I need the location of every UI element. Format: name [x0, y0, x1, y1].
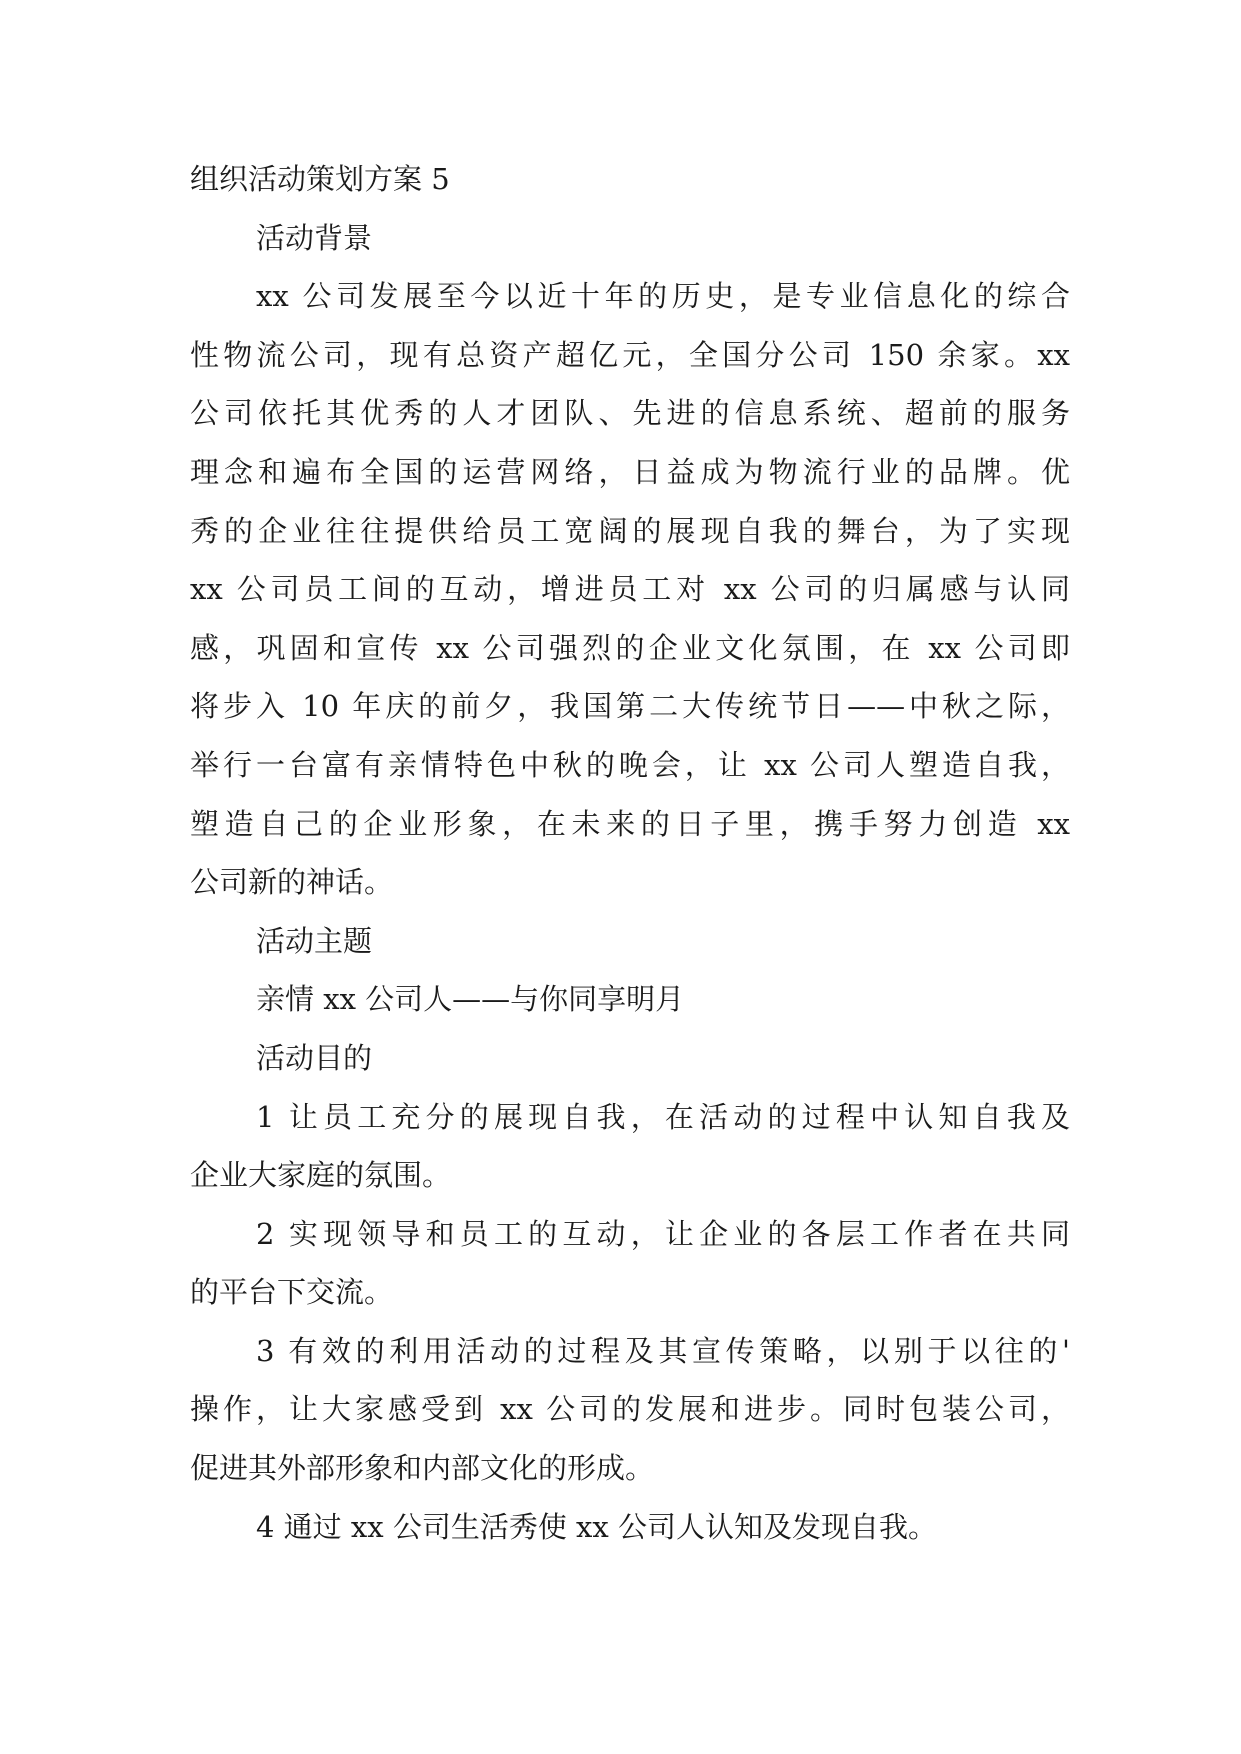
- text-line: 2 实现领导和员工的互动，让企业的各层工作者在共同: [256, 1216, 1070, 1251]
- document-page: [190, 150, 1070, 1556]
- text-line: 感，巩固和宣传 xx 公司强烈的企业文化氛围，在 xx 公司即: [190, 630, 1070, 665]
- purpose-item-4: 4 通过 xx 公司生活秀使 xx 公司人认知及发现自我。: [256, 1509, 937, 1544]
- text-line: 秀的企业往往提供给员工宽阔的展现自我的舞台，为了实现: [190, 513, 1070, 548]
- text-line: 3 有效的利用活动的过程及其宣传策略，以别于以往的': [256, 1333, 1070, 1368]
- purpose-item-2: [190, 1205, 1070, 1322]
- section-heading-background: 活动背景: [256, 220, 373, 255]
- text-line: xx 公司发展至今以近十年的历史，是专业信息化的综合: [256, 279, 1070, 314]
- section-heading-purpose: 活动目的: [256, 1040, 373, 1075]
- purpose-item-1: [190, 1088, 1070, 1205]
- text-line: 公司新的神话。: [190, 865, 394, 900]
- section-heading-theme: 活动主题: [256, 923, 373, 958]
- theme-text: 亲情 xx 公司人——与你同享明月: [256, 982, 685, 1017]
- text-line: 理念和遍布全国的运营网络，日益成为物流行业的品牌。优: [190, 454, 1070, 489]
- text-line: 将步入 10 年庆的前夕，我国第二大传统节日——中秋之际，: [190, 689, 1070, 724]
- text-line: 公司依托其优秀的人才团队、先进的信息系统、超前的服务: [190, 396, 1070, 431]
- text-line: 1 让员工充分的展现自我，在活动的过程中认知自我及: [256, 1099, 1070, 1134]
- text-line: xx 公司员工间的互动，增进员工对 xx 公司的归属感与认同: [190, 572, 1070, 607]
- paragraph-background: [190, 267, 1070, 912]
- text-line: 塑造自己的企业形象，在未来的日子里，携手努力创造 xx: [190, 806, 1070, 841]
- text-line: 举行一台富有亲情特色中秋的晚会，让 xx 公司人塑造自我，: [190, 747, 1070, 782]
- purpose-item-3: [190, 1322, 1070, 1498]
- text-line: 的平台下交流。: [190, 1275, 394, 1310]
- text-line: 性物流公司，现有总资产超亿元，全国分公司 150 余家。xx: [190, 337, 1070, 372]
- text-line: 企业大家庭的氛围。: [190, 1158, 452, 1193]
- text-line: 操作，让大家感受到 xx 公司的发展和进步。同时包装公司，: [190, 1392, 1070, 1427]
- document-title: 组织活动策划方案 5: [190, 162, 450, 196]
- text-line: 促进其外部形象和内部文化的形成。: [190, 1451, 655, 1486]
